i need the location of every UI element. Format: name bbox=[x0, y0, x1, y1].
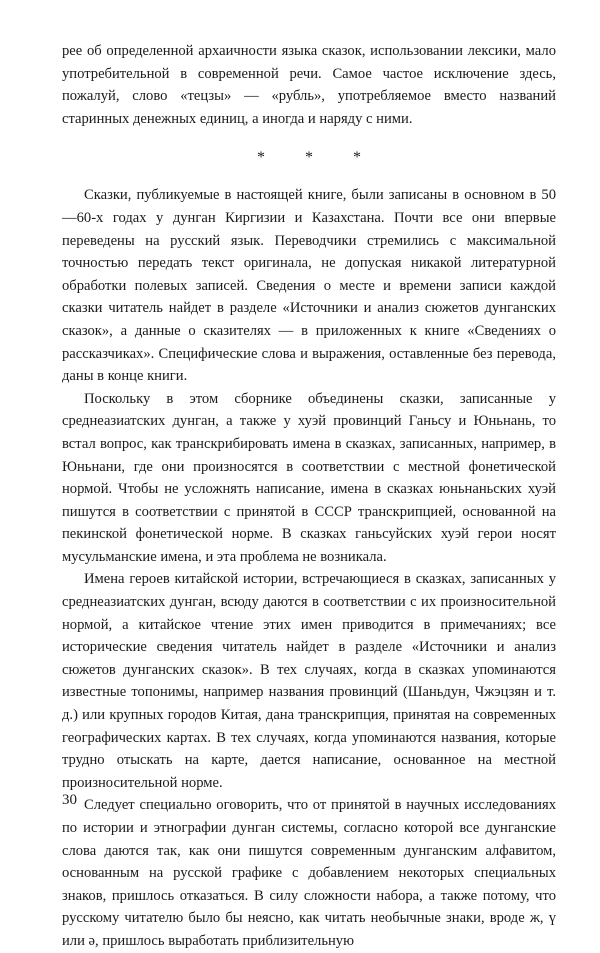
paragraph-3: Имена героев китайской истории, встречающиеся в сказках, записанных у среднеазиатских дунган, всюду даются в соответствии с их произносительной нормой, а китайское чтение этих имен приводится в примечаниях; все исторические сведения читатель найдет в разделе «Источники и анализ сюжетов дунганских сказок». В тех случаях, когда в сказках упоминаются известные топонимы, например названия провинций (Шаньдун, Чжэцзян и т. д.) или крупных городов Китая, дана транскрипция, принятая на современных географических картах. В тех случаях, когда упоминаются названия, которые трудно отыскать на карте, дается написание, основанное на местной произносительной норме. bbox=[62, 571, 556, 791]
paragraph-1: Сказки, публикуемые в настоящей книге, были записаны в основном в 50—60-х годах у дунган Киргизии и Казахстана. Почти все они впервые переведены на русский язык. Переводчики стремились с максимальной точностью передать текст оригинала, не допуская никакой литературной обработки полевых записей. Сведения о месте и времени записи каждой сказки читатель найдет в разделе «Источники и анализ сюжетов дунганских сказок», а данные о сказителях — в приложенных к книге «Сведениях о рассказчиках». Специфические слова и выражения, оставленные без перевода, даны в конце книги. bbox=[62, 187, 556, 385]
page-number: 30 bbox=[62, 792, 77, 808]
page-body bbox=[62, 40, 556, 953]
paragraph-2: Поскольку в этом сборнике объединены сказки, записанные у среднеазиатских дунган, а также у хуэй провинций Ганьсу и Юньнань, то встал вопрос, как транскрибировать имена в сказках, записанных, например, в Юньнани, где они произносятся в соответствии с местной фонетической нормой. Чтобы не усложнять написание, имена в сказках юньнаньских хуэй пишутся в соответствии с принятой в СССР транскрипцией, основанной на пекинской фонетической норме. В сказках ганьсуйских хуэй герои носят мусульманские имена, и эта проблема не возникала. bbox=[62, 390, 556, 565]
paragraph-continuation: рее об определенной архаичности языка сказок, использовании лексики, мало употребительной в современной речи. Самое частое исключение здесь, пожалуй, слово «тецзы» — «рубль», употребляемое вместо названий старинных денежных единиц, а иногда и наряду с ними. bbox=[62, 43, 556, 127]
section-separator: * * * bbox=[257, 149, 379, 167]
paragraph-4: Следует специально оговорить, что от принятой в научных исследованиях по истории и этнографии дунган системы, согласно которой все дунганские слова даются так, как они пишутся современным дунганским алфавитом, основанным на русской графике с добавлением некоторых специальных знаков, пришлось отказаться. В силу сложности набора, а также потому, что русскому читателю было бы неясно, как читать необычные знаки, вроде ж, ү или ә, пришлось выработать приблизительную bbox=[62, 797, 556, 949]
